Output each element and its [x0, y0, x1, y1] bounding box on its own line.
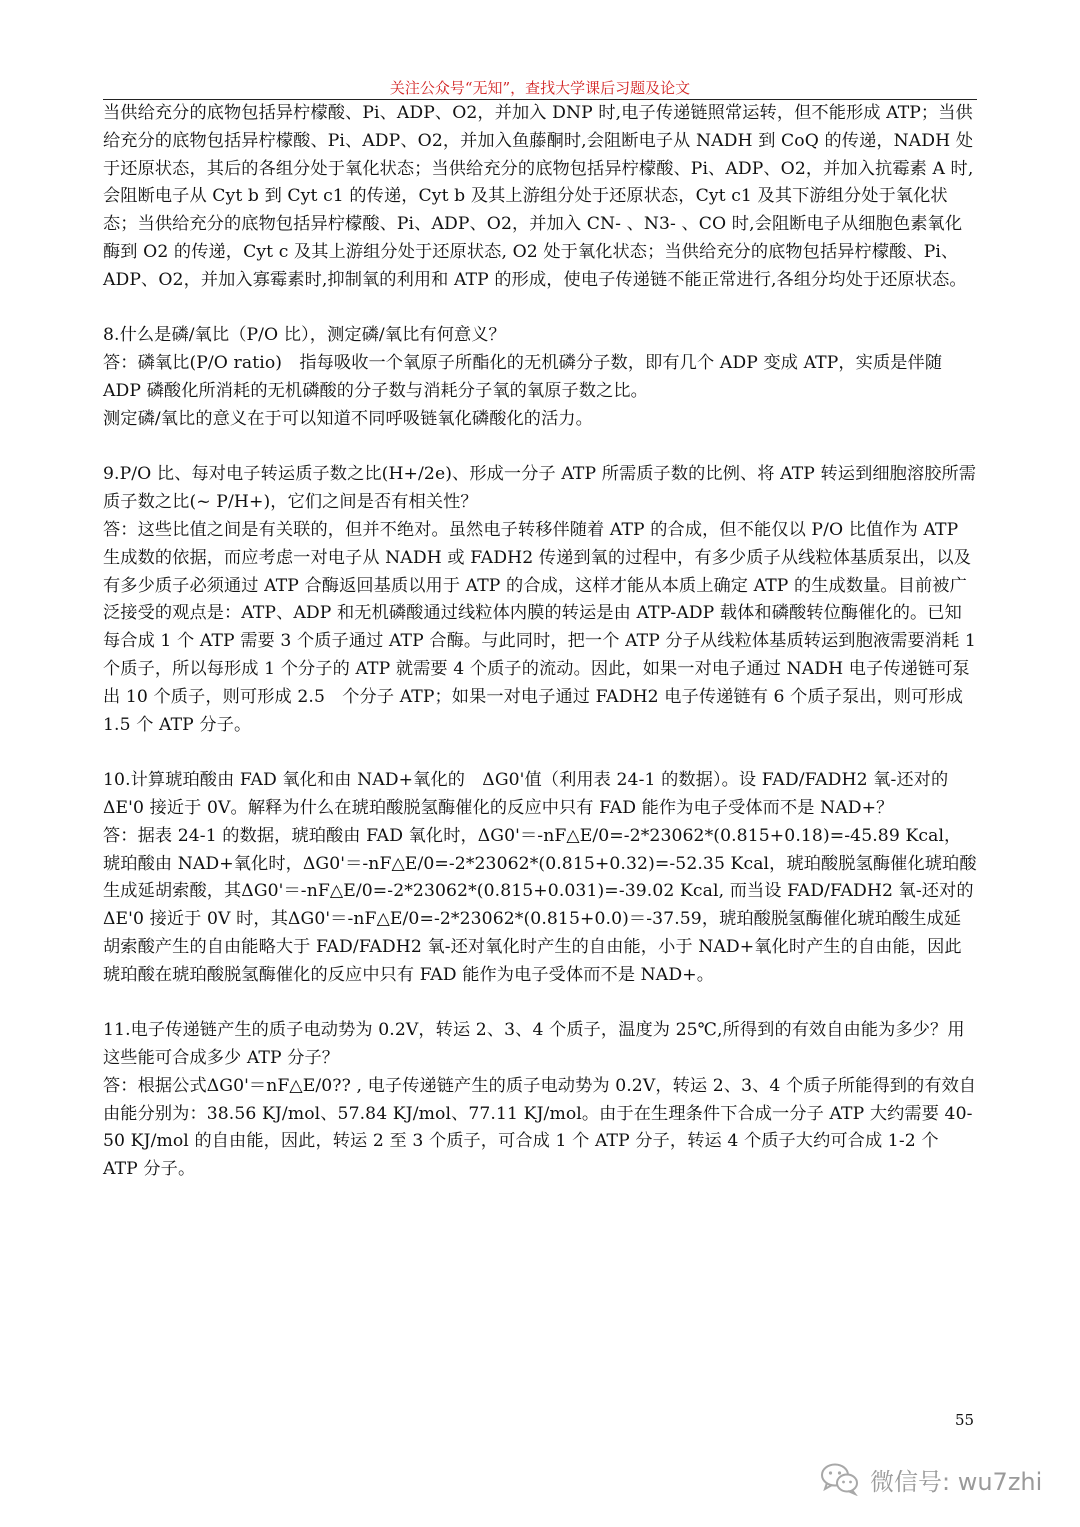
wechat-id-text: 微信号: wu7zhi [870, 1467, 1043, 1496]
document-body [103, 100, 977, 1184]
answer-8: 答：磷氧比(P/O ratio) 指每吸收一个氧原子所酯化的无机磷分子数，即有几个 ADP 变成 ATP，实质是伴随 ADP 磷酸化所消耗的无机磷酸的分子数与消耗分子氧的氧原子数之比。 [103, 353, 943, 401]
question-10: 10.计算琥珀酸由 FAD 氧化和由 NAD+氧化的 ΔG0'值（利用表 24-1 的数据）。设 FAD/FADH2 氧-还对的ΔE'0 接近于 0V。解释为什么在琥珀酸脱氢酶催化的反应中只有 FAD 能作为电子受体而不是 NAD+？ [103, 770, 949, 818]
answer-8-meaning: 测定磷/氧比的意义在于可以知道不同呼吸链氧化磷酸化的活力。 [103, 408, 593, 429]
paragraph-gap [103, 434, 977, 462]
question-8: 8.什么是磷/氧比（P/O 比），测定磷/氧比有何意义？ [103, 325, 506, 346]
paragraph-gap [103, 295, 977, 323]
paragraph-gap [103, 990, 977, 1018]
page-number: 55 [955, 1411, 975, 1429]
paragraph-7-answer: 当供给充分的底物包括异柠檬酸、Pi、ADP、O2，并加入 DNP 时,电子传递链照常运转，但不能形成 ATP；当供给充分的底物包括异柠檬酸、Pi、ADP、O2，并加入鱼藤酮时,会阻断电子从 NADH 到 CoQ 的传递，NADH 处于还原状态，其后的各组分处于氧化状态；当供给充分的底物包括异柠檬酸、Pi、ADP、O2，并加入抗霉素 A 时,会阻断电子从 Cyt b 到 Cyt c1 的传递，Cyt b 及其上游组分处于还原状态，Cyt c1 及其下游组分处于氧化状态；当供给充分的底物包括异柠檬酸、Pi、ADP、O2，并加入 CN- 、N3- 、CO 时,会阻断电子从细胞色素氧化酶到 O2 的传递，Cyt c 及其上游组分处于还原状态, O2 处于氧化状态；当供给充分的底物包括异柠檬酸、Pi、ADP、O2，并加入寡霉素时,抑制氧的利用和 ATP 的形成，使电子传递链不能正常进行,各组分均处于还原状态。 [103, 103, 974, 290]
wechat-icon [820, 1462, 860, 1496]
answer-9: 答：这些比值之间是有关联的，但并不绝对。虽然电子转移伴随着 ATP 的合成，但不能仅以 P/O 比值作为 ATP 生成数的依据，而应考虑一对电子从 NADH 或 FADH2 传递到氧的过程中，有多少质子从线粒体基质泵出，以及有多少质子必须通过 ATP 合酶返回基质以用于 ATP 的合成，这样才能从本质上确定 ATP 的生成数量。目前被广泛接受的观点是：ATP、ADP 和无机磷酸通过线粒体内膜的转运是由 ATP-ADP 载体和磷酸转位酶催化的。已知每合成 1 个 ATP 需要 3 个质子通过 ATP 合酶。与此同时，把一个 ATP 分子从线粒体基质转运到胞液需要消耗 1 个质子，所以每形成 1 个分子的 ATP 就需要 4 个质子的流动。因此，如果一对电子通过 NADH 电子传递链可泵出 10 个质子，则可形成 2.5 个分子 ATP；如果一对电子通过 FADH2 电子传递链有 6 个质子泵出，则可形成 1.5 个 ATP 分子。 [103, 519, 976, 735]
answer-11: 答：根据公式ΔG0'＝nF△E/0?? , 电子传递链产生的质子电动势为 0.2V，转运 2、3、4 个质子所能得到的有效自由能分别为：38.56 KJ/mol、57.84 KJ/mol、77.11 KJ/mol。由于在生理条件下合成一分子 ATP 大约需要 40-50 KJ/mol 的自由能，因此，转运 2 至 3 个质子，可合成 1 个 ATP 分子，转运 4 个质子大约可合成 1-2 个 ATP 分子。 [103, 1075, 977, 1180]
answer-10: 答：据表 24-1 的数据，琥珀酸由 FAD 氧化时，ΔG0'＝-nF△E/0=-2*23062*(0.815+0.18)=-45.89 Kcal，琥珀酸由 NAD+氧化时，ΔG0'＝-nF△E/0=-2*23062*(0.815+0.32)=-52.35 Kcal，琥珀酸脱氢酶催化琥珀酸生成延胡索酸，其ΔG0'＝-nF△E/0=-2*23062*(0.815+0.031)=-39.02 Kcal, 而当设 FAD/FADH2 氧-还对的ΔE'0 接近于 0V 时，其ΔG0'＝-nF△E/0=-2*23062*(0.815+0.0)＝-37.59，琥珀酸脱氢酶催化琥珀酸生成延胡索酸产生的自由能略大于 FAD/FADH2 氧-还对氧化时产生的自由能，小于 NAD+氧化时产生的自由能，因此琥珀酸在琥珀酸脱氢酶催化的反应中只有 FAD 能作为电子受体而不是 NAD+。 [103, 825, 977, 985]
question-9: 9.P/O 比、每对电子转运质子数之比(H+/2e)、形成一分子 ATP 所需质子数的比例、将 ATP 转运到细胞溶胶所需质子数之比(~ P/H+)，它们之间是否有相关性？ [103, 464, 977, 513]
paragraph-gap [103, 739, 977, 767]
wechat-watermark [820, 1459, 1042, 1499]
question-11: 11.电子传递链产生的质子电动势为 0.2V，转运 2、3、4 个质子，温度为 25℃,所得到的有效自由能为多少？用这些能可合成多少 ATP 分子？ [103, 1020, 965, 1069]
page-header-banner: 关注公众号“无知”，查找大学课后习题及论文 [389, 79, 691, 97]
